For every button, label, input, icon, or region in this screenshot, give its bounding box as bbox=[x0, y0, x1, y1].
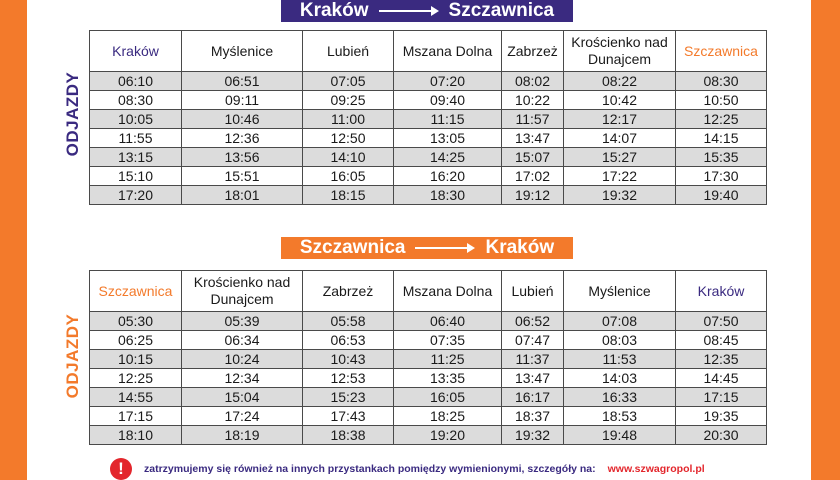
column-header: Krościenko nad Dunajcem bbox=[182, 271, 303, 312]
departure-time: 10:43 bbox=[303, 350, 394, 369]
route-banner-szczawnica-krakow bbox=[281, 237, 573, 259]
departure-time: 14:07 bbox=[564, 129, 676, 148]
table-row bbox=[90, 331, 767, 350]
departure-time: 14:03 bbox=[564, 369, 676, 388]
departure-time: 12:36 bbox=[182, 129, 303, 148]
departures-label: ODJAZDY bbox=[63, 313, 82, 399]
departure-time: 16:05 bbox=[394, 388, 502, 407]
departure-time: 16:20 bbox=[394, 167, 502, 186]
departure-time: 13:47 bbox=[502, 369, 564, 388]
departure-time: 08:03 bbox=[564, 331, 676, 350]
departure-time: 19:32 bbox=[564, 186, 676, 205]
table-row bbox=[90, 407, 767, 426]
departure-time: 14:45 bbox=[676, 369, 767, 388]
departure-time: 11:15 bbox=[394, 110, 502, 129]
departure-time: 14:25 bbox=[394, 148, 502, 167]
timetable-body bbox=[90, 72, 767, 205]
arrow-right-icon bbox=[415, 243, 475, 253]
departure-time: 10:05 bbox=[90, 110, 182, 129]
departure-time: 19:20 bbox=[394, 426, 502, 445]
route-from: Kraków bbox=[299, 0, 369, 21]
departure-time: 07:50 bbox=[676, 312, 767, 331]
website-link[interactable]: www.szwagropol.pl bbox=[607, 463, 705, 475]
departure-time: 17:15 bbox=[676, 388, 767, 407]
departure-time: 15:23 bbox=[303, 388, 394, 407]
departure-time: 14:55 bbox=[90, 388, 182, 407]
departure-time: 19:12 bbox=[502, 186, 564, 205]
departure-time: 12:50 bbox=[303, 129, 394, 148]
departure-time: 18:25 bbox=[394, 407, 502, 426]
departure-time: 18:38 bbox=[303, 426, 394, 445]
column-header: Szczawnica bbox=[90, 271, 182, 312]
departure-time: 06:53 bbox=[303, 331, 394, 350]
departure-time: 07:20 bbox=[394, 72, 502, 91]
departure-time: 08:22 bbox=[564, 72, 676, 91]
table-row bbox=[90, 110, 767, 129]
departure-time: 10:15 bbox=[90, 350, 182, 369]
column-header: Mszana Dolna bbox=[394, 31, 502, 72]
departure-time: 17:30 bbox=[676, 167, 767, 186]
header-row bbox=[90, 271, 767, 312]
departure-time: 10:42 bbox=[564, 91, 676, 110]
departure-time: 16:17 bbox=[502, 388, 564, 407]
departure-time: 15:51 bbox=[182, 167, 303, 186]
route-to: Kraków bbox=[485, 237, 555, 258]
departure-time: 18:10 bbox=[90, 426, 182, 445]
departure-time: 14:15 bbox=[676, 129, 767, 148]
departure-time: 18:01 bbox=[182, 186, 303, 205]
departure-time: 06:10 bbox=[90, 72, 182, 91]
departure-time: 09:11 bbox=[182, 91, 303, 110]
departure-time: 17:20 bbox=[90, 186, 182, 205]
notice-bar bbox=[110, 458, 790, 480]
column-header: Krościenko nad Dunajcem bbox=[564, 31, 676, 72]
departure-time: 11:00 bbox=[303, 110, 394, 129]
column-header: Kraków bbox=[676, 271, 767, 312]
route-to: Szczawnica bbox=[448, 0, 555, 21]
timetable-krakow-szczawnica bbox=[89, 30, 767, 205]
departure-time: 12:25 bbox=[90, 369, 182, 388]
departure-time: 13:35 bbox=[394, 369, 502, 388]
route-banner-krakow-szczawnica bbox=[281, 0, 573, 22]
departure-time: 17:43 bbox=[303, 407, 394, 426]
departure-time: 11:53 bbox=[564, 350, 676, 369]
departure-time: 18:53 bbox=[564, 407, 676, 426]
departure-time: 08:45 bbox=[676, 331, 767, 350]
departure-time: 05:58 bbox=[303, 312, 394, 331]
table-row bbox=[90, 91, 767, 110]
route-from: Szczawnica bbox=[299, 237, 406, 258]
departure-time: 15:35 bbox=[676, 148, 767, 167]
departure-time: 09:40 bbox=[394, 91, 502, 110]
departure-time: 06:51 bbox=[182, 72, 303, 91]
departure-time: 18:37 bbox=[502, 407, 564, 426]
departure-time: 11:25 bbox=[394, 350, 502, 369]
departure-time: 09:25 bbox=[303, 91, 394, 110]
column-header: Myślenice bbox=[182, 31, 303, 72]
table-row bbox=[90, 186, 767, 205]
departure-time: 06:34 bbox=[182, 331, 303, 350]
departure-time: 06:40 bbox=[394, 312, 502, 331]
column-header: Kraków bbox=[90, 31, 182, 72]
timetable-szczawnica-krakow bbox=[89, 270, 767, 445]
departure-time: 11:37 bbox=[502, 350, 564, 369]
header-row bbox=[90, 31, 767, 72]
departure-time: 11:57 bbox=[502, 110, 564, 129]
column-header: Zabrzeż bbox=[502, 31, 564, 72]
departure-time: 18:30 bbox=[394, 186, 502, 205]
departure-time: 13:05 bbox=[394, 129, 502, 148]
departure-time: 17:22 bbox=[564, 167, 676, 186]
column-header: Zabrzeż bbox=[303, 271, 394, 312]
table-row bbox=[90, 312, 767, 331]
departure-time: 10:24 bbox=[182, 350, 303, 369]
departure-time: 10:50 bbox=[676, 91, 767, 110]
column-header: Myślenice bbox=[564, 271, 676, 312]
departure-time: 10:22 bbox=[502, 91, 564, 110]
departure-time: 19:32 bbox=[502, 426, 564, 445]
departure-time: 17:15 bbox=[90, 407, 182, 426]
departure-time: 15:27 bbox=[564, 148, 676, 167]
departure-time: 10:46 bbox=[182, 110, 303, 129]
notice-text: zatrzymujemy się również na innych przystankach pomiędzy wymienionymi, szczegóły na: bbox=[144, 463, 596, 475]
table-row bbox=[90, 369, 767, 388]
departure-time: 18:15 bbox=[303, 186, 394, 205]
table-row bbox=[90, 426, 767, 445]
departure-time: 08:02 bbox=[502, 72, 564, 91]
departure-time: 14:10 bbox=[303, 148, 394, 167]
departure-time: 07:47 bbox=[502, 331, 564, 350]
departure-time: 15:07 bbox=[502, 148, 564, 167]
departure-time: 12:34 bbox=[182, 369, 303, 388]
departure-time: 16:33 bbox=[564, 388, 676, 407]
departure-time: 12:53 bbox=[303, 369, 394, 388]
departure-time: 06:52 bbox=[502, 312, 564, 331]
column-header: Lubień bbox=[502, 271, 564, 312]
exclamation-icon: ! bbox=[110, 458, 132, 480]
table-row bbox=[90, 72, 767, 91]
table-row bbox=[90, 129, 767, 148]
table-row bbox=[90, 388, 767, 407]
column-header: Mszana Dolna bbox=[394, 271, 502, 312]
table-row bbox=[90, 350, 767, 369]
departure-time: 05:30 bbox=[90, 312, 182, 331]
departure-time: 19:48 bbox=[564, 426, 676, 445]
departure-time: 17:02 bbox=[502, 167, 564, 186]
departure-time: 11:55 bbox=[90, 129, 182, 148]
departure-time: 06:25 bbox=[90, 331, 182, 350]
departure-time: 07:08 bbox=[564, 312, 676, 331]
timetable-body bbox=[90, 312, 767, 445]
departure-time: 19:35 bbox=[676, 407, 767, 426]
departure-time: 18:19 bbox=[182, 426, 303, 445]
departure-time: 13:15 bbox=[90, 148, 182, 167]
departure-time: 13:47 bbox=[502, 129, 564, 148]
departure-time: 15:10 bbox=[90, 167, 182, 186]
table-row bbox=[90, 148, 767, 167]
departure-time: 13:56 bbox=[182, 148, 303, 167]
departure-time: 07:05 bbox=[303, 72, 394, 91]
departure-time: 12:17 bbox=[564, 110, 676, 129]
departure-time: 16:05 bbox=[303, 167, 394, 186]
column-header: Szczawnica bbox=[676, 31, 767, 72]
departures-label: ODJAZDY bbox=[63, 71, 82, 157]
departure-time: 15:04 bbox=[182, 388, 303, 407]
departure-time: 12:35 bbox=[676, 350, 767, 369]
departure-time: 17:24 bbox=[182, 407, 303, 426]
column-header: Lubień bbox=[303, 31, 394, 72]
departure-time: 08:30 bbox=[676, 72, 767, 91]
departure-time: 19:40 bbox=[676, 186, 767, 205]
departure-time: 20:30 bbox=[676, 426, 767, 445]
departure-time: 12:25 bbox=[676, 110, 767, 129]
departure-time: 08:30 bbox=[90, 91, 182, 110]
table-row bbox=[90, 167, 767, 186]
departure-time: 05:39 bbox=[182, 312, 303, 331]
departure-time: 07:35 bbox=[394, 331, 502, 350]
arrow-right-icon bbox=[379, 6, 439, 16]
